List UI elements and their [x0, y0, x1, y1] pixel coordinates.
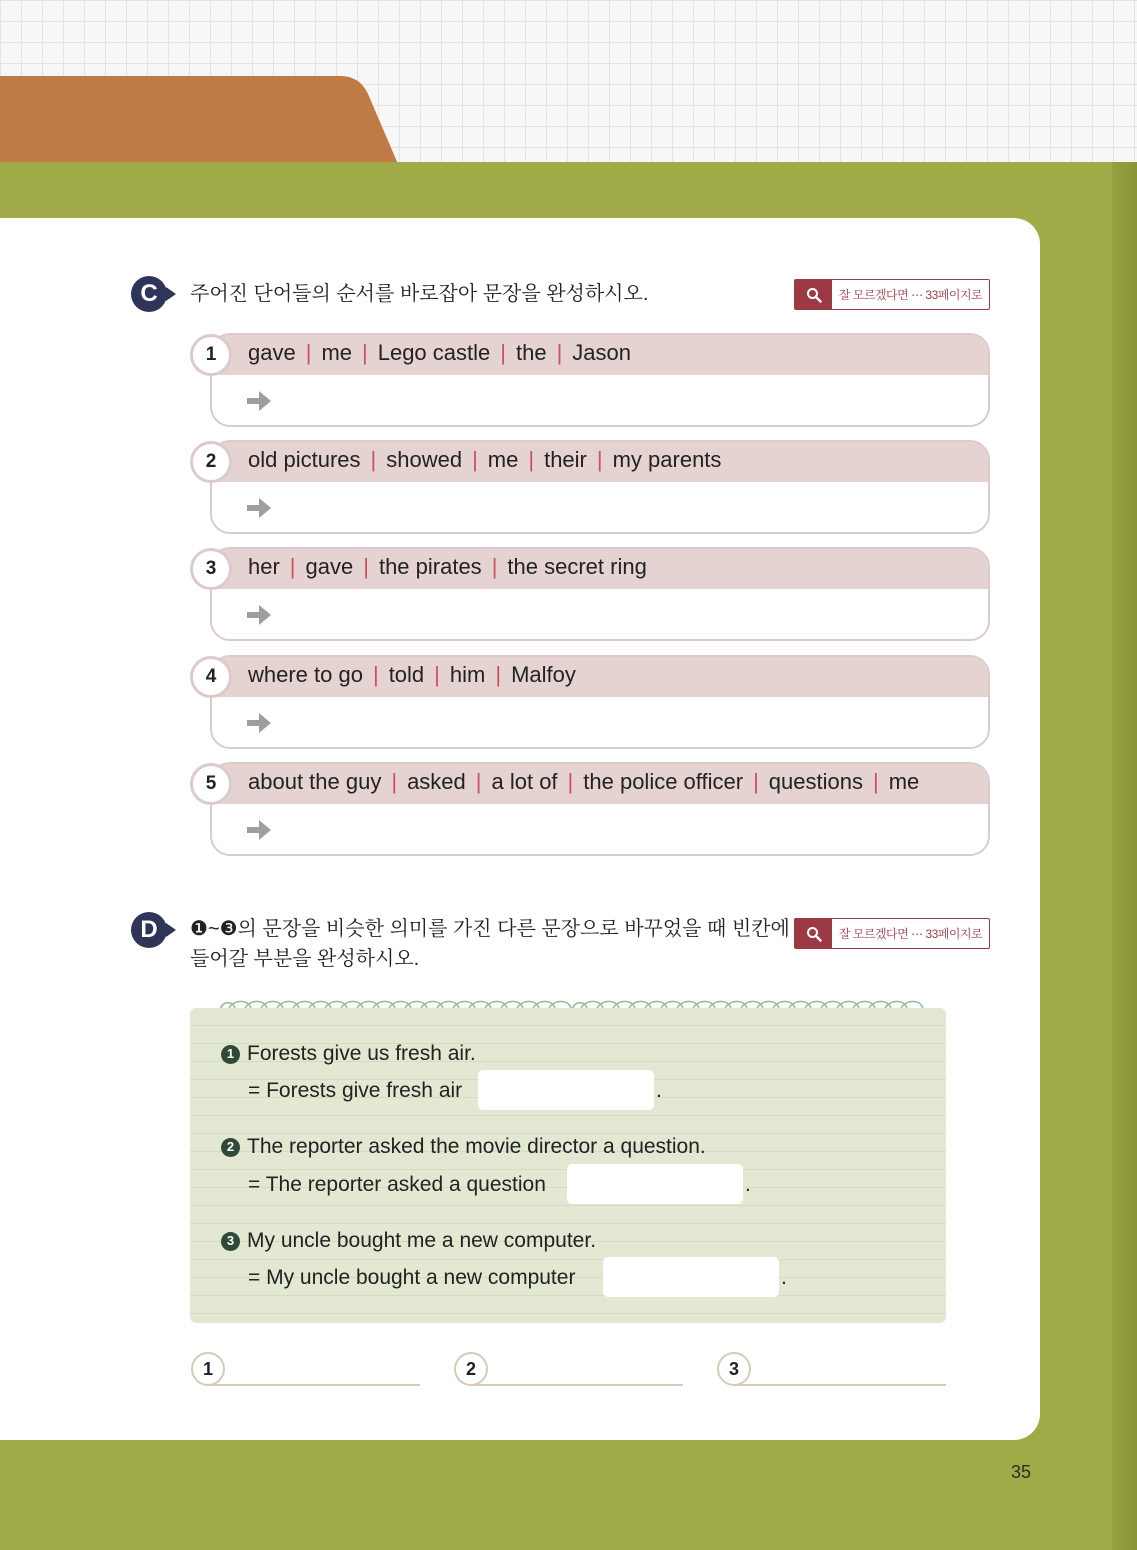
question-sentence [221, 1227, 596, 1255]
question-text: My uncle bought me a new computer. [247, 1229, 597, 1252]
arrow-right-icon [246, 603, 272, 627]
arrow-right-icon [246, 711, 272, 735]
item-number: 2 [190, 441, 232, 483]
green-folder-edge [1112, 162, 1137, 1550]
word-chunk: asked [407, 769, 466, 794]
word-separator: | [500, 340, 506, 365]
section-c-badge [131, 276, 167, 312]
word-chunk: me [321, 340, 352, 365]
section-d-instruction [190, 914, 790, 974]
question-text: The reporter asked the movie director a question. [247, 1135, 706, 1158]
word-separator: | [596, 447, 603, 472]
fill-in-blank[interactable] [478, 1070, 654, 1110]
hint-text: 잘 모르겠다면 ⋯ 33페이지로 [838, 288, 983, 302]
word-chunk: the [515, 340, 547, 365]
word-chunk: him [449, 662, 486, 687]
word-separator: | [753, 769, 759, 794]
arrow-right-icon [246, 818, 272, 842]
word-separator: | [556, 340, 563, 365]
section-d-letter: D [140, 916, 158, 943]
word-chunk: a lot of [491, 769, 558, 794]
question-sentence [221, 1040, 476, 1068]
arrow-right-icon [246, 389, 272, 413]
item-number: 3 [190, 548, 232, 590]
exercise-item [190, 547, 988, 639]
exercise-item [190, 333, 988, 425]
question-text: Forests give us fresh air. [247, 1042, 476, 1065]
answer-number: 1 [191, 1352, 225, 1386]
word-separator: | [495, 662, 502, 687]
word-separator: | [872, 769, 879, 794]
word-chunk: the secret ring [507, 554, 647, 579]
answer-line[interactable] [191, 1352, 423, 1386]
word-chunk: Malfoy [511, 662, 576, 687]
question-number: 2 [221, 1138, 240, 1157]
answer-number: 3 [717, 1352, 751, 1386]
word-chunk: Jason [572, 340, 631, 365]
answer-underline [733, 1384, 946, 1386]
word-separator: | [567, 769, 574, 794]
period: . [781, 1266, 787, 1289]
word-chunk: old pictures [248, 447, 361, 472]
exercise-item [190, 762, 988, 854]
word-chunk: about the guy [248, 769, 382, 794]
word-separator: | [472, 447, 478, 472]
word-list [248, 446, 721, 474]
word-chunk: their [544, 447, 587, 472]
item-number: 4 [190, 656, 232, 698]
word-separator: | [363, 554, 369, 579]
word-separator: | [434, 662, 440, 687]
word-separator: | [475, 769, 482, 794]
word-chunk: gave [248, 340, 296, 365]
word-separator: | [491, 554, 498, 579]
item-number: 5 [190, 763, 232, 805]
word-chunk: showed [386, 447, 463, 472]
answer-line[interactable] [454, 1352, 686, 1386]
section-c-hint-button[interactable] [794, 279, 990, 310]
fill-in-blank[interactable] [603, 1257, 779, 1297]
rewrite-sentence: = Forests give fresh air [248, 1079, 463, 1102]
rewrite-sentence: = The reporter asked a question [248, 1173, 546, 1196]
word-separator: | [370, 447, 377, 472]
question-sentence [221, 1133, 706, 1161]
word-list [248, 768, 919, 796]
word-list [248, 339, 631, 367]
word-chunk: the police officer [583, 769, 744, 794]
word-separator: | [391, 769, 398, 794]
section-d-instruction-line1: ❶~❸의 문장을 비슷한 의미를 가진 다른 문장으로 바꾸었을 때 빈칸에 [190, 918, 790, 940]
item-number: 1 [190, 334, 232, 376]
word-separator: | [362, 340, 368, 365]
word-chunk: me [888, 769, 920, 794]
page-number: 35 [1011, 1462, 1032, 1482]
answer-line[interactable] [717, 1352, 949, 1386]
word-chunk: me [487, 447, 519, 472]
word-chunk: gave [305, 554, 354, 579]
word-chunk: where to go [248, 662, 363, 687]
word-chunk: told [388, 662, 425, 687]
answer-underline [207, 1384, 420, 1386]
word-chunk: Lego castle [377, 340, 491, 365]
section-d-badge [131, 912, 167, 948]
word-separator: | [372, 662, 379, 687]
word-chunk: the pirates [378, 554, 482, 579]
folder-tab [0, 74, 400, 166]
word-chunk: her [248, 554, 280, 579]
section-d-instruction-line2: 들어갈 부분을 완성하시오. [190, 948, 420, 970]
arrow-right-icon [246, 496, 272, 520]
section-c-instruction: 주어진 단어들의 순서를 바로잡아 문장을 완성하시오. [190, 283, 649, 305]
word-list [248, 553, 647, 581]
answer-underline [470, 1384, 683, 1386]
search-icon [795, 919, 832, 948]
word-separator: | [528, 447, 535, 472]
word-separator: | [289, 554, 296, 579]
answer-number: 2 [454, 1352, 488, 1386]
word-chunk: my parents [612, 447, 722, 472]
hint-text: 잘 모르겠다면 ⋯ 33페이지로 [838, 927, 983, 941]
section-d-hint-button[interactable] [794, 918, 990, 949]
question-number: 1 [221, 1045, 240, 1064]
word-chunk: questions [768, 769, 863, 794]
search-icon [795, 280, 832, 309]
question-number: 3 [221, 1232, 240, 1251]
exercise-item [190, 655, 988, 747]
exercise-item [190, 440, 988, 532]
word-separator: | [305, 340, 312, 365]
fill-in-blank[interactable] [567, 1164, 743, 1204]
rewrite-sentence: = My uncle bought a new computer [248, 1266, 576, 1289]
section-c-letter: C [140, 280, 158, 307]
word-list [248, 661, 576, 689]
period: . [656, 1079, 662, 1102]
period: . [745, 1173, 751, 1196]
